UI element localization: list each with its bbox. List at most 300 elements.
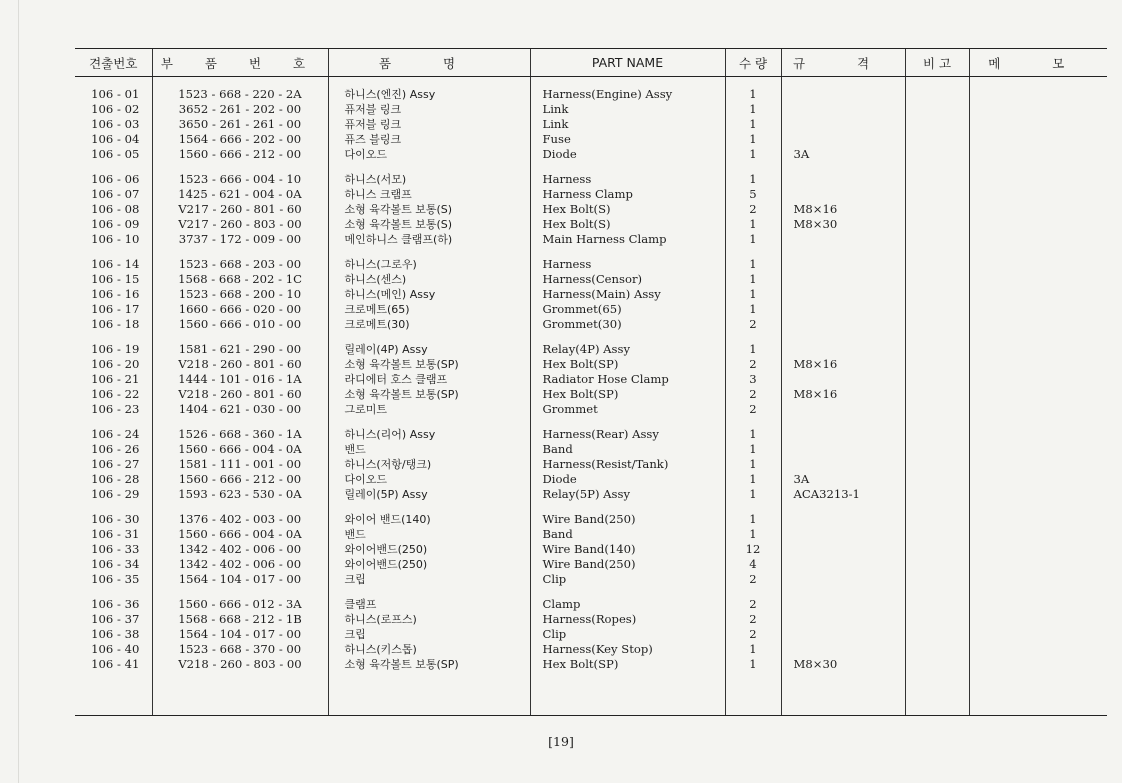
filler-cell	[725, 672, 781, 716]
row-memo	[969, 572, 1107, 587]
row-part-no: 1523 - 668 - 220 - 2A	[152, 77, 328, 103]
row-remark	[905, 357, 969, 372]
row-memo	[969, 332, 1107, 357]
row-qty: 1	[725, 162, 781, 187]
row-part-name: Wire Band(250)	[530, 502, 725, 527]
row-memo	[969, 657, 1107, 672]
row-spec: 3A	[781, 472, 905, 487]
row-part-name: Fuse	[530, 132, 725, 147]
row-code: 106 - 01	[91, 87, 140, 101]
row-code: 106 - 02	[91, 102, 140, 116]
row-part-no: 1560 - 666 - 004 - 0A	[152, 527, 328, 542]
row-qty: 2	[725, 387, 781, 402]
row-spec	[781, 542, 905, 557]
row-code: 106 - 05	[91, 147, 140, 161]
row-memo	[969, 442, 1107, 457]
row-code: 106 - 28	[91, 472, 140, 486]
table-row	[75, 372, 1107, 387]
row-code: 106 - 38	[91, 627, 140, 641]
row-name-kr: 소형 육각볼트 보통(SP)	[328, 657, 530, 672]
row-spec	[781, 627, 905, 642]
table-row	[75, 302, 1107, 317]
row-spec: M8×16	[781, 202, 905, 217]
row-part-name: Hex Bolt(SP)	[530, 387, 725, 402]
row-part-name: Harness(Resist/Tank)	[530, 457, 725, 472]
row-spec	[781, 132, 905, 147]
row-qty: 1	[725, 487, 781, 502]
row-memo	[969, 77, 1107, 103]
table-row	[75, 487, 1107, 502]
row-code: 106 - 04	[91, 132, 140, 146]
row-spec: M8×16	[781, 357, 905, 372]
row-part-no: 1523 - 668 - 203 - 00	[152, 247, 328, 272]
row-part-name: Harness(Censor)	[530, 272, 725, 287]
row-qty: 1	[725, 102, 781, 117]
row-remark	[905, 317, 969, 332]
row-spec	[781, 102, 905, 117]
table-row	[75, 542, 1107, 557]
row-part-no: 1568 - 668 - 202 - 1C	[152, 272, 328, 287]
row-name-kr: 하니스(키스톱)	[328, 642, 530, 657]
row-qty: 1	[725, 657, 781, 672]
row-code: 106 - 22	[91, 387, 140, 401]
row-remark	[905, 587, 969, 612]
filler-cell	[530, 672, 725, 716]
row-memo	[969, 102, 1107, 117]
row-memo	[969, 587, 1107, 612]
table-row	[75, 442, 1107, 457]
row-part-no: 1342 - 402 - 006 - 00	[152, 557, 328, 572]
row-part-no: 1342 - 402 - 006 - 00	[152, 542, 328, 557]
row-memo	[969, 372, 1107, 387]
row-remark	[905, 387, 969, 402]
row-remark	[905, 402, 969, 417]
table-row	[75, 287, 1107, 302]
filler-cell	[969, 672, 1107, 716]
table-row	[75, 402, 1107, 417]
table-row	[75, 117, 1107, 132]
row-code: 106 - 10	[91, 232, 140, 246]
table-row	[75, 527, 1107, 542]
row-part-name: Grommet	[530, 402, 725, 417]
row-name-kr: 하니스(서모)	[328, 162, 530, 187]
row-code: 106 - 06	[91, 172, 140, 186]
row-spec: M8×30	[781, 217, 905, 232]
row-remark	[905, 187, 969, 202]
row-part-no: 1404 - 621 - 030 - 00	[152, 402, 328, 417]
row-spec	[781, 572, 905, 587]
row-code: 106 - 37	[91, 612, 140, 626]
row-name-kr: 와이어밴드(250)	[328, 542, 530, 557]
row-part-no: 1581 - 111 - 001 - 00	[152, 457, 328, 472]
row-spec	[781, 187, 905, 202]
row-qty: 3	[725, 372, 781, 387]
row-remark	[905, 302, 969, 317]
row-part-no: 1564 - 666 - 202 - 00	[152, 132, 328, 147]
table-row	[75, 102, 1107, 117]
row-qty: 1	[725, 217, 781, 232]
row-code: 106 - 27	[91, 457, 140, 471]
row-remark	[905, 147, 969, 162]
row-memo	[969, 247, 1107, 272]
row-name-kr: 퓨저블 링크	[328, 117, 530, 132]
row-part-no: 1523 - 668 - 200 - 10	[152, 287, 328, 302]
row-qty: 1	[725, 247, 781, 272]
row-name-kr: 다이오드	[328, 472, 530, 487]
row-part-name: Clip	[530, 627, 725, 642]
row-code: 106 - 23	[91, 402, 140, 416]
row-part-name: Harness(Main) Assy	[530, 287, 725, 302]
row-qty: 1	[725, 232, 781, 247]
row-spec	[781, 332, 905, 357]
row-memo	[969, 642, 1107, 657]
row-code: 106 - 20	[91, 357, 140, 371]
header-spec: 규 격	[781, 49, 905, 77]
row-spec	[781, 502, 905, 527]
table-row	[75, 572, 1107, 587]
table-row	[75, 657, 1107, 672]
row-name-kr: 릴레이(5P) Assy	[328, 487, 530, 502]
row-part-no: 1560 - 666 - 010 - 00	[152, 317, 328, 332]
table-row	[75, 587, 1107, 612]
row-remark	[905, 627, 969, 642]
row-remark	[905, 572, 969, 587]
row-code: 106 - 24	[91, 427, 140, 441]
row-memo	[969, 417, 1107, 442]
row-code: 106 - 17	[91, 302, 140, 316]
row-qty: 1	[725, 302, 781, 317]
row-qty: 2	[725, 402, 781, 417]
row-part-name: Harness	[530, 247, 725, 272]
row-qty: 1	[725, 132, 781, 147]
row-part-name: Band	[530, 527, 725, 542]
row-name-kr: 하니스(엔진) Assy	[328, 77, 530, 103]
row-part-no: 1593 - 623 - 530 - 0A	[152, 487, 328, 502]
row-memo	[969, 202, 1107, 217]
row-qty: 2	[725, 587, 781, 612]
row-spec	[781, 232, 905, 247]
row-part-name: Harness(Ropes)	[530, 612, 725, 627]
row-remark	[905, 202, 969, 217]
row-qty: 1	[725, 117, 781, 132]
row-part-name: Harness Clamp	[530, 187, 725, 202]
row-name-kr: 하니스(로프스)	[328, 612, 530, 627]
row-code: 106 - 09	[91, 217, 140, 231]
row-spec	[781, 457, 905, 472]
row-part-name: Harness(Rear) Assy	[530, 417, 725, 442]
row-name-kr: 크립	[328, 572, 530, 587]
row-memo	[969, 487, 1107, 502]
row-memo	[969, 612, 1107, 627]
row-memo	[969, 527, 1107, 542]
filler-cell	[905, 672, 969, 716]
row-spec	[781, 557, 905, 572]
row-name-kr: 밴드	[328, 527, 530, 542]
row-code: 106 - 16	[91, 287, 140, 301]
row-qty: 2	[725, 202, 781, 217]
row-name-kr: 소형 육각볼트 보통(S)	[328, 202, 530, 217]
row-code: 106 - 26	[91, 442, 140, 456]
row-code: 106 - 36	[91, 597, 140, 611]
row-part-no: 3652 - 261 - 202 - 00	[152, 102, 328, 117]
row-part-name: Wire Band(250)	[530, 557, 725, 572]
row-memo	[969, 217, 1107, 232]
row-remark	[905, 657, 969, 672]
row-remark	[905, 77, 969, 103]
row-qty: 12	[725, 542, 781, 557]
row-qty: 5	[725, 187, 781, 202]
row-qty: 1	[725, 272, 781, 287]
row-code: 106 - 07	[91, 187, 140, 201]
row-qty: 1	[725, 332, 781, 357]
table-row	[75, 247, 1107, 272]
row-spec	[781, 527, 905, 542]
row-spec	[781, 247, 905, 272]
row-memo	[969, 557, 1107, 572]
row-name-kr: 하니스(메인) Assy	[328, 287, 530, 302]
row-part-no: 1560 - 666 - 212 - 00	[152, 147, 328, 162]
row-part-name: Clamp	[530, 587, 725, 612]
row-part-name: Relay(4P) Assy	[530, 332, 725, 357]
row-qty: 1	[725, 147, 781, 162]
row-qty: 1	[725, 287, 781, 302]
row-part-no: 3737 - 172 - 009 - 00	[152, 232, 328, 247]
row-name-kr: 소형 육각볼트 보통(S)	[328, 217, 530, 232]
row-spec	[781, 287, 905, 302]
header-part-no: 부 품 번 호	[152, 49, 328, 77]
row-memo	[969, 387, 1107, 402]
row-name-kr: 라디에터 호스 클램프	[328, 372, 530, 387]
row-memo	[969, 357, 1107, 372]
row-spec	[781, 302, 905, 317]
row-spec	[781, 272, 905, 287]
row-spec	[781, 417, 905, 442]
row-part-name: Band	[530, 442, 725, 457]
parts-rows	[75, 77, 1107, 716]
row-remark	[905, 502, 969, 527]
row-remark	[905, 612, 969, 627]
row-memo	[969, 302, 1107, 317]
row-part-name: Wire Band(140)	[530, 542, 725, 557]
row-part-no: V217 - 260 - 803 - 00	[152, 217, 328, 232]
header-row	[75, 49, 1107, 77]
table-row	[75, 417, 1107, 442]
header-name-kr: 품 명	[328, 49, 530, 77]
row-spec: ACA3213-1	[781, 487, 905, 502]
row-name-kr: 하니스(센스)	[328, 272, 530, 287]
table-row	[75, 557, 1107, 572]
row-qty: 2	[725, 357, 781, 372]
table-filler-row	[75, 672, 1107, 716]
row-code: 106 - 08	[91, 202, 140, 216]
row-spec	[781, 317, 905, 332]
row-name-kr: 다이오드	[328, 147, 530, 162]
row-memo	[969, 287, 1107, 302]
row-remark	[905, 217, 969, 232]
row-part-name: Relay(5P) Assy	[530, 487, 725, 502]
row-part-name: Link	[530, 117, 725, 132]
row-part-name: Hex Bolt(SP)	[530, 357, 725, 372]
row-part-no: 1523 - 668 - 370 - 00	[152, 642, 328, 657]
row-code: 106 - 40	[91, 642, 140, 656]
row-qty: 2	[725, 627, 781, 642]
row-name-kr: 메인하니스 클램프(하)	[328, 232, 530, 247]
row-part-no: 1560 - 666 - 212 - 00	[152, 472, 328, 487]
row-code: 106 - 34	[91, 557, 140, 571]
row-qty: 2	[725, 572, 781, 587]
row-name-kr: 크로메트(65)	[328, 302, 530, 317]
row-remark	[905, 542, 969, 557]
row-qty: 1	[725, 642, 781, 657]
page-edge	[18, 0, 19, 783]
row-part-name: Hex Bolt(S)	[530, 217, 725, 232]
table-row	[75, 147, 1107, 162]
row-qty: 1	[725, 502, 781, 527]
page-number: [19]	[548, 734, 574, 749]
header-remark: 비 고	[905, 49, 969, 77]
row-spec	[781, 372, 905, 387]
row-spec	[781, 442, 905, 457]
row-name-kr: 하니스(그로우)	[328, 247, 530, 272]
table-row	[75, 317, 1107, 332]
row-code: 106 - 18	[91, 317, 140, 331]
row-part-name: Harness(Engine) Assy	[530, 77, 725, 103]
table-row	[75, 472, 1107, 487]
table-row	[75, 357, 1107, 372]
row-spec	[781, 587, 905, 612]
row-memo	[969, 232, 1107, 247]
row-part-name: Main Harness Clamp	[530, 232, 725, 247]
row-code: 106 - 03	[91, 117, 140, 131]
table-row	[75, 642, 1107, 657]
row-spec	[781, 162, 905, 187]
header-part-name: PART NAME	[530, 49, 725, 77]
row-part-no: 1444 - 101 - 016 - 1A	[152, 372, 328, 387]
row-code: 106 - 29	[91, 487, 140, 501]
row-part-no: 1376 - 402 - 003 - 00	[152, 502, 328, 527]
row-code: 106 - 35	[91, 572, 140, 586]
row-name-kr: 퓨즈 블링크	[328, 132, 530, 147]
row-part-no: V218 - 260 - 801 - 60	[152, 387, 328, 402]
row-remark	[905, 372, 969, 387]
row-part-no: 1581 - 621 - 290 - 00	[152, 332, 328, 357]
filler-cell	[328, 672, 530, 716]
parts-table	[75, 48, 1107, 716]
table-row	[75, 612, 1107, 627]
row-remark	[905, 472, 969, 487]
row-memo	[969, 147, 1107, 162]
table-row	[75, 202, 1107, 217]
row-spec	[781, 402, 905, 417]
row-part-name: Diode	[530, 472, 725, 487]
filler-cell	[781, 672, 905, 716]
row-part-name: Grommet(30)	[530, 317, 725, 332]
row-memo	[969, 272, 1107, 287]
row-remark	[905, 132, 969, 147]
row-qty: 1	[725, 457, 781, 472]
row-name-kr: 클램프	[328, 587, 530, 612]
row-remark	[905, 642, 969, 657]
row-remark	[905, 417, 969, 442]
row-memo	[969, 472, 1107, 487]
row-memo	[969, 402, 1107, 417]
row-memo	[969, 627, 1107, 642]
table-row	[75, 272, 1107, 287]
row-remark	[905, 557, 969, 572]
row-code: 106 - 41	[91, 657, 140, 671]
row-name-kr: 와이어 밴드(140)	[328, 502, 530, 527]
row-qty: 1	[725, 527, 781, 542]
row-part-name: Radiator Hose Clamp	[530, 372, 725, 387]
filler-cell	[75, 672, 152, 716]
row-spec	[781, 642, 905, 657]
table-row	[75, 627, 1107, 642]
row-memo	[969, 132, 1107, 147]
row-remark	[905, 232, 969, 247]
header-code: 견출번호	[75, 49, 152, 77]
row-part-name: Harness(Key Stop)	[530, 642, 725, 657]
row-name-kr: 와이어밴드(250)	[328, 557, 530, 572]
filler-cell	[152, 672, 328, 716]
header-qty: 수 량	[725, 49, 781, 77]
row-name-kr: 그로미트	[328, 402, 530, 417]
row-spec: M8×30	[781, 657, 905, 672]
row-spec	[781, 117, 905, 132]
row-code: 106 - 15	[91, 272, 140, 286]
row-name-kr: 소형 육각볼트 보통(SP)	[328, 357, 530, 372]
table-row	[75, 387, 1107, 402]
table-row	[75, 187, 1107, 202]
row-remark	[905, 487, 969, 502]
table-row	[75, 502, 1107, 527]
row-part-no: 3650 - 261 - 261 - 00	[152, 117, 328, 132]
row-name-kr: 퓨저블 링크	[328, 102, 530, 117]
row-memo	[969, 162, 1107, 187]
row-name-kr: 릴레이(4P) Assy	[328, 332, 530, 357]
row-remark	[905, 442, 969, 457]
row-name-kr: 크립	[328, 627, 530, 642]
row-part-no: V217 - 260 - 801 - 60	[152, 202, 328, 217]
row-remark	[905, 102, 969, 117]
table-row	[75, 77, 1107, 103]
row-qty: 1	[725, 472, 781, 487]
row-memo	[969, 542, 1107, 557]
table-row	[75, 332, 1107, 357]
row-name-kr: 소형 육각볼트 보통(SP)	[328, 387, 530, 402]
header-memo: 메 모	[969, 49, 1107, 77]
row-remark	[905, 117, 969, 132]
row-remark	[905, 527, 969, 542]
row-part-name: Hex Bolt(SP)	[530, 657, 725, 672]
row-remark	[905, 162, 969, 187]
row-code: 106 - 31	[91, 527, 140, 541]
row-part-no: 1560 - 666 - 004 - 0A	[152, 442, 328, 457]
row-memo	[969, 187, 1107, 202]
row-code: 106 - 33	[91, 542, 140, 556]
row-part-name: Harness	[530, 162, 725, 187]
row-part-no: 1425 - 621 - 004 - 0A	[152, 187, 328, 202]
row-code: 106 - 14	[91, 257, 140, 271]
row-remark	[905, 247, 969, 272]
row-name-kr: 크로메트(30)	[328, 317, 530, 332]
row-name-kr: 밴드	[328, 442, 530, 457]
row-part-name: Clip	[530, 572, 725, 587]
row-part-name: Diode	[530, 147, 725, 162]
row-qty: 2	[725, 612, 781, 627]
row-spec	[781, 612, 905, 627]
row-remark	[905, 332, 969, 357]
row-memo	[969, 117, 1107, 132]
